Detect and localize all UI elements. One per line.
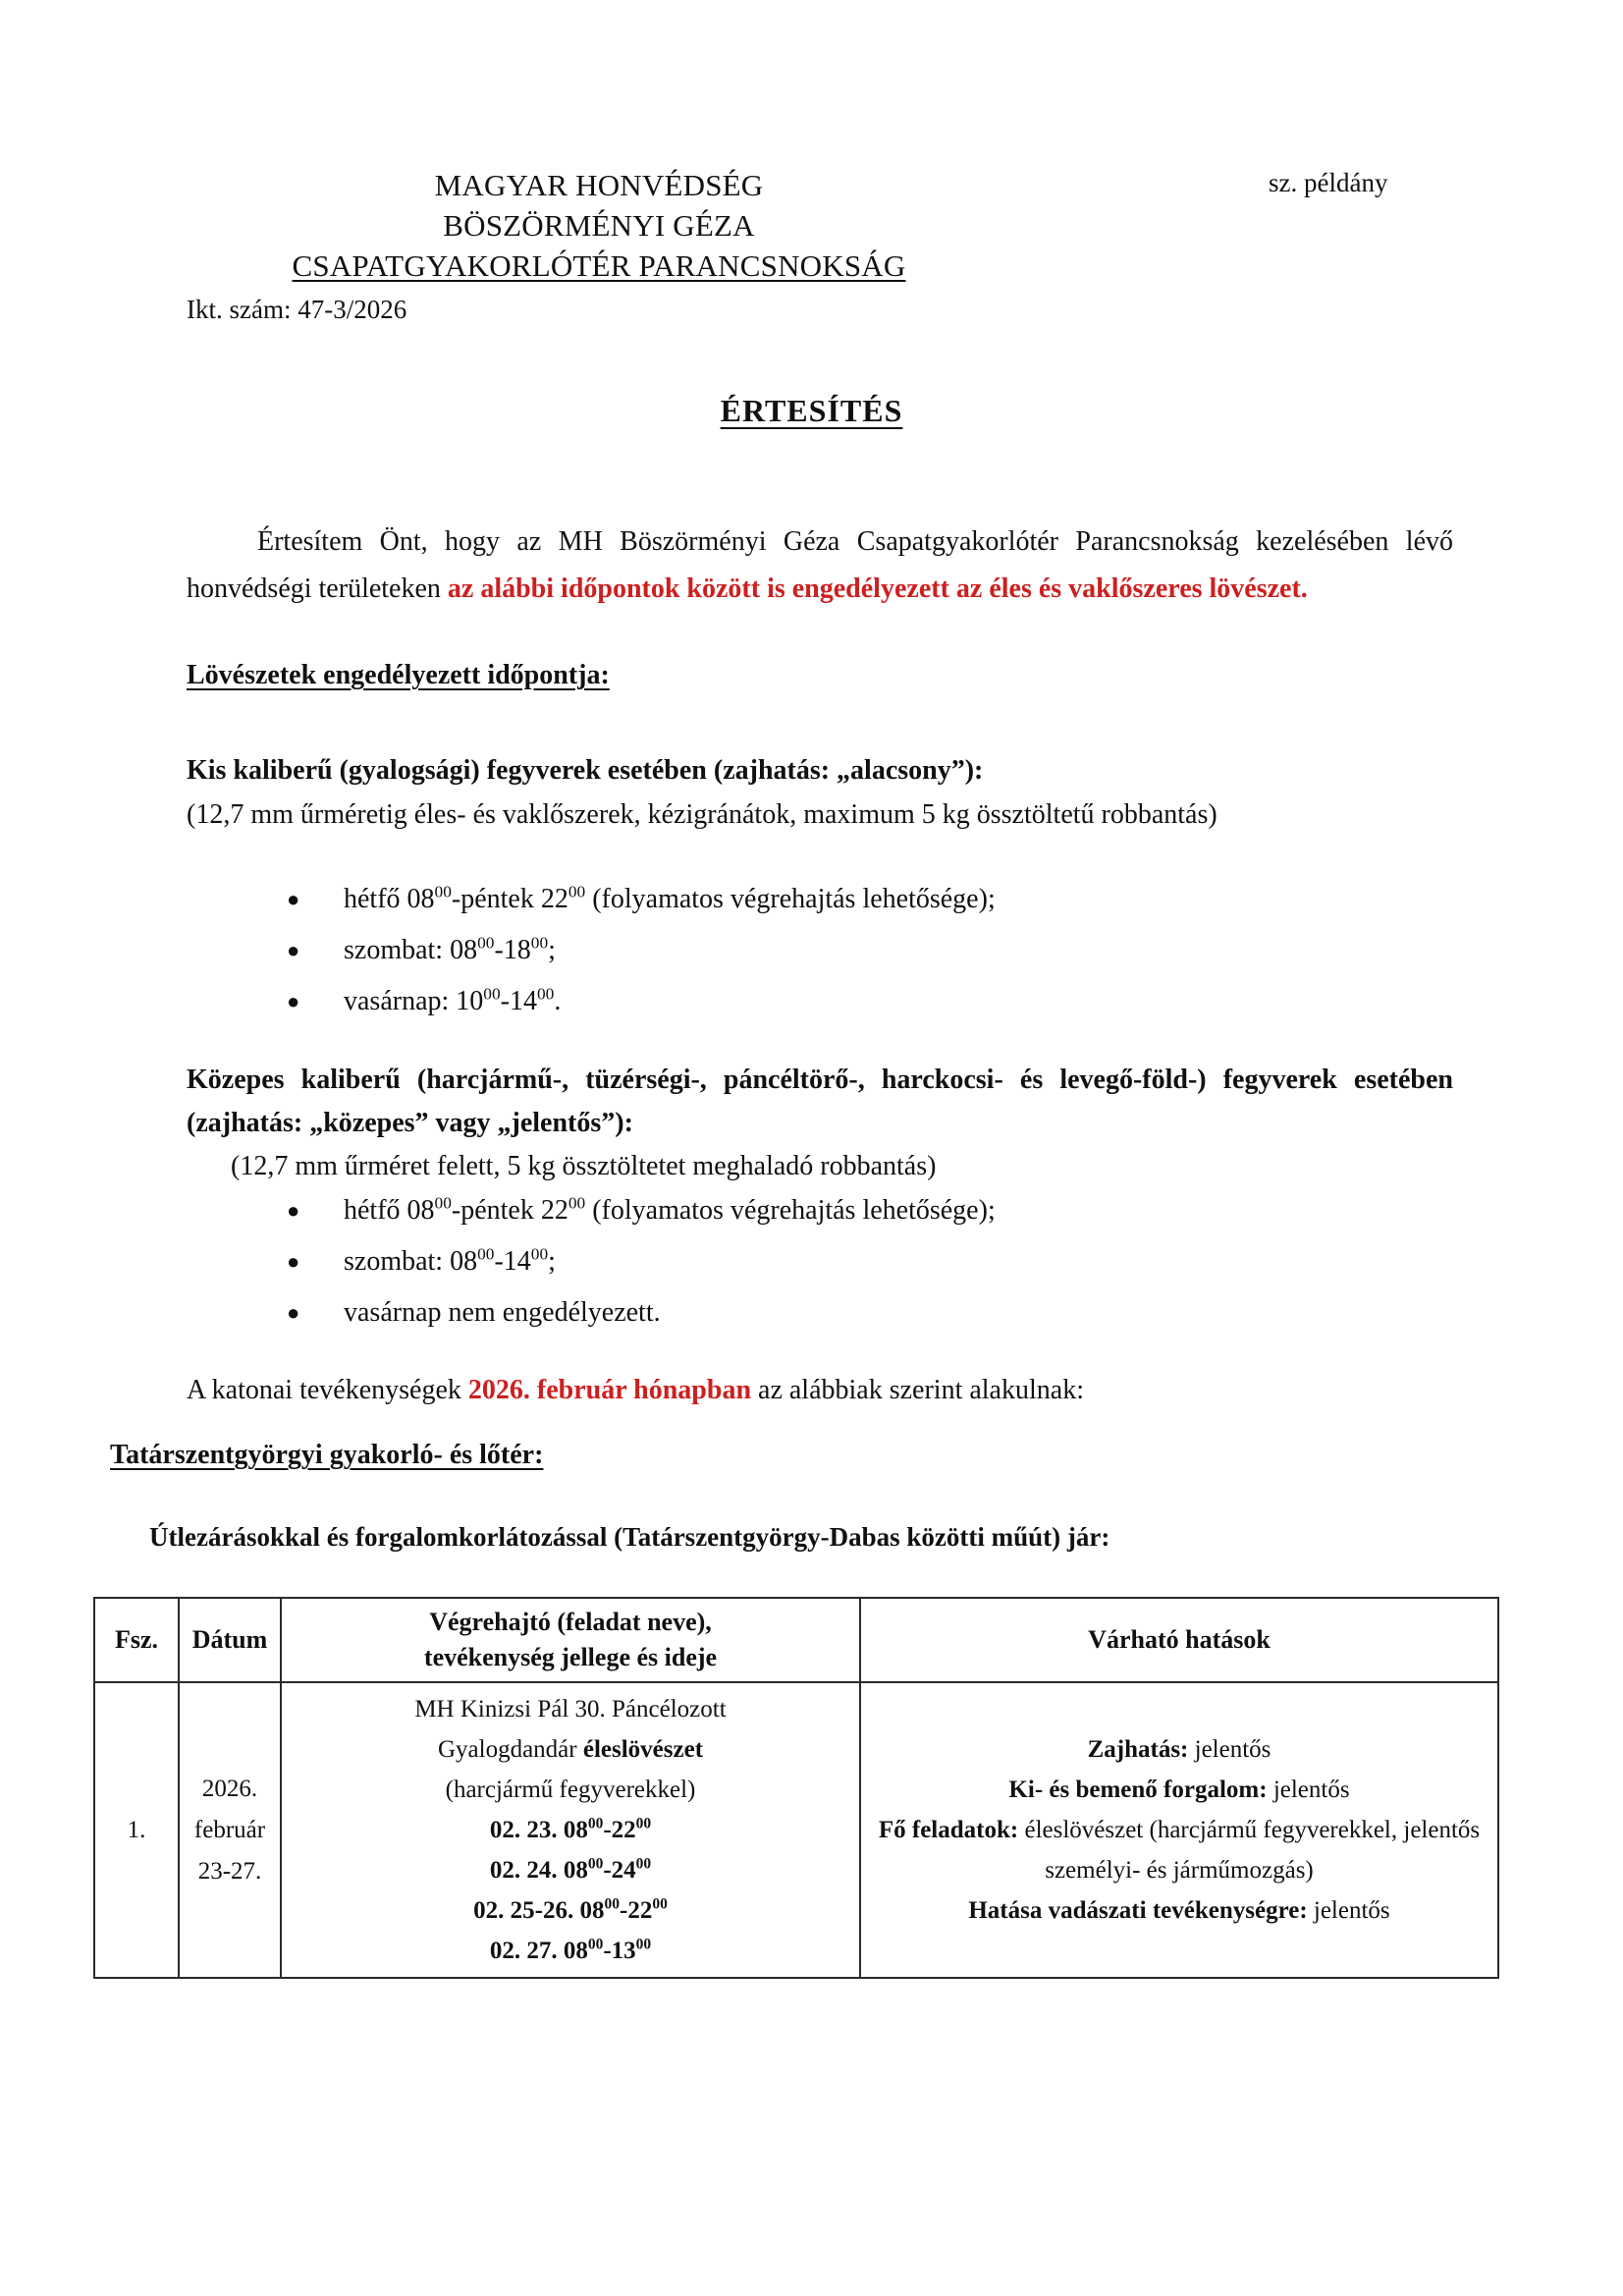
table-header-row <box>94 1598 1498 1682</box>
bullet-text-prefix: hétfő 08 <box>344 1195 435 1226</box>
cell-fsz: 1. <box>94 1682 179 1978</box>
bullet-text-suffix: ; <box>548 935 556 965</box>
effect-noise-value: jelentős <box>1188 1736 1271 1763</box>
org-line-3: CSAPATGYAKORLÓTÉR PARANCSNOKSÁG <box>292 248 906 283</box>
task-time-3-date: 02. 25-26. 08 <box>473 1897 605 1924</box>
bullet-sup-1: 00 <box>477 933 495 953</box>
bullet-sup-1: 00 <box>477 1244 495 1264</box>
bullet-text-mid: -péntek 22 <box>451 1195 568 1226</box>
medium-caliber-heading-text: Közepes kaliberű (harcjármű-, tüzérségi-, páncéltörő-, harckocsi- és levegő-föld-) fegyverek esetében (zajhatás: „közepes” vagy „jelentős”): <box>187 1065 1453 1138</box>
transition-highlight: 2026. február hónapban <box>467 1375 752 1405</box>
bullet-icon: ● <box>287 989 300 1013</box>
task-time-2-date: 02. 24. 08 <box>489 1857 588 1884</box>
bullet-icon: ● <box>287 887 300 911</box>
column-header-fsz: Fsz. <box>94 1598 179 1682</box>
medium-caliber-heading <box>187 1059 1453 1145</box>
task-time-4-sup2: 00 <box>635 1936 652 1953</box>
task-time-3-sup2: 00 <box>652 1895 668 1913</box>
intro-text-highlight: az alábbi időpontok között is engedélyezett az éles és vaklőszeres lövészet. <box>447 574 1308 604</box>
small-caliber-bullet-list <box>187 874 996 1027</box>
bullet-icon: ● <box>287 1249 300 1274</box>
task-time-1-sup2: 00 <box>635 1815 652 1832</box>
cell-date-line2: február <box>193 1816 266 1843</box>
page-title: ÉRTESÍTÉS <box>720 393 903 428</box>
bullet-text-mid: -18 <box>494 935 531 965</box>
column-header-task <box>281 1598 860 1682</box>
bullet-icon: ● <box>287 1300 300 1325</box>
task-line3: (harcjármű fegyverekkel) <box>445 1777 696 1803</box>
transition-after: az alábbiak szerint alakulnak: <box>751 1375 1084 1405</box>
task-time-4-date: 02. 27. 08 <box>489 1938 588 1964</box>
cell-effects <box>860 1682 1498 1978</box>
task-line2-bold: éleslövészet <box>582 1736 704 1763</box>
list-item <box>187 874 996 925</box>
effect-traffic-value: jelentős <box>1267 1777 1350 1803</box>
bullet-sup-1: 00 <box>483 984 501 1004</box>
cell-date-line3: 23-27. <box>197 1857 262 1885</box>
small-caliber-heading: Kis kaliberű (gyalogsági) fegyverek esetében (zajhatás: „alacsony”): <box>187 755 984 786</box>
transition-paragraph <box>187 1375 1453 1406</box>
task-line1: MH Kinizsi Pál 30. Páncélozott <box>414 1696 727 1722</box>
bullet-text-mid: -14 <box>500 986 537 1016</box>
effect-hunting-value: jelentős <box>1307 1897 1390 1924</box>
small-caliber-note: (12,7 mm űrméretig éles- és vaklőszerek, kézigránátok, maximum 5 kg össztöltetű robbantás) <box>187 799 1217 830</box>
task-time-4 <box>490 1938 651 1964</box>
bullet-sup-1: 00 <box>434 1193 452 1213</box>
bullet-icon: ● <box>287 1198 300 1223</box>
task-time-2 <box>490 1857 651 1884</box>
list-item <box>187 1287 996 1339</box>
list-item <box>187 1185 996 1236</box>
road-closure-note: Útlezárásokkal és forgalomkorlátozással (Tatárszentgyörgy-Dabas közötti műút) jár: <box>149 1522 1110 1552</box>
organization-block <box>187 165 1011 286</box>
cell-date-line1: 2026. <box>201 1775 258 1802</box>
bullet-text-prefix: vasárnap nem engedélyezett. <box>344 1297 661 1328</box>
bullet-text-prefix: szombat: 08 <box>344 935 478 965</box>
bullet-sup-2: 00 <box>568 882 586 902</box>
permitted-times-heading: Lövészetek engedélyezett időpontja: <box>187 660 610 690</box>
task-time-1-sup1: 00 <box>587 1815 604 1832</box>
column-header-task-line1: Végrehajtó (feladat neve), <box>429 1608 712 1636</box>
bullet-text-suffix: (folyamatos végrehajtás lehetősége); <box>585 1195 996 1226</box>
table-row <box>94 1682 1498 1978</box>
task-time-3-dash: -22 <box>620 1897 653 1924</box>
org-line-1: MAGYAR HONVÉDSÉG <box>434 168 764 202</box>
effect-main-value: éleslövészet (harcjármű fegyverekkel, jelentős személyi- és járműmozgás) <box>1018 1817 1481 1884</box>
range-heading: Tatárszentgyörgyi gyakorló- és lőtér: <box>110 1440 544 1470</box>
transition-before: A katonai tevékenységek <box>187 1375 468 1405</box>
column-header-task-line2: tevékenység jellege és ideje <box>423 1643 718 1671</box>
bullet-icon: ● <box>287 938 300 962</box>
bullet-text-prefix: vasárnap: 10 <box>344 986 484 1016</box>
bullet-text-mid: -péntek 22 <box>451 884 568 914</box>
cell-date <box>179 1682 281 1978</box>
effect-noise-label: Zajhatás: <box>1087 1736 1189 1763</box>
task-time-3-sup1: 00 <box>604 1895 620 1913</box>
cell-task <box>281 1682 860 1978</box>
bullet-sup-2: 00 <box>568 1193 586 1213</box>
org-line-2: BÖSZÖRMÉNYI GÉZA <box>443 208 755 243</box>
bullet-sup-1: 00 <box>434 882 452 902</box>
column-header-date: Dátum <box>179 1598 281 1682</box>
task-time-3 <box>473 1897 668 1924</box>
bullet-text-suffix: . <box>554 986 562 1016</box>
registry-number: Ikt. szám: 47-3/2026 <box>187 295 407 324</box>
task-time-1-date: 02. 23. 08 <box>489 1817 588 1843</box>
schedule-table <box>93 1597 1499 1979</box>
effect-traffic-label: Ki- és bemenő forgalom: <box>1008 1777 1268 1803</box>
bullet-text-prefix: hétfő 08 <box>344 884 435 914</box>
bullet-sup-2: 00 <box>530 933 549 953</box>
task-time-2-dash: -24 <box>603 1857 636 1884</box>
bullet-text-prefix: szombat: 08 <box>344 1246 478 1277</box>
bullet-sup-2: 00 <box>536 984 555 1004</box>
medium-caliber-note: (12,7 mm űrméret felett, 5 kg össztöltetet meghaladó robbantás) <box>231 1151 937 1181</box>
letterhead <box>0 165 1623 293</box>
medium-caliber-bullet-list <box>187 1185 996 1339</box>
effect-hunting-label: Hatása vadászati tevékenységre: <box>968 1897 1308 1924</box>
task-time-2-sup2: 00 <box>635 1855 652 1873</box>
bullet-text-suffix: ; <box>548 1246 556 1277</box>
task-time-1 <box>490 1817 651 1843</box>
task-time-1-dash: -22 <box>603 1817 636 1843</box>
task-time-4-sup1: 00 <box>587 1936 604 1953</box>
bullet-sup-2: 00 <box>530 1244 549 1264</box>
task-line2-normal: Gyalogdandár <box>437 1736 583 1763</box>
effect-main-label: Fő feladatok: <box>878 1817 1019 1843</box>
copy-number-label: sz. példány <box>1269 168 1388 197</box>
list-item <box>187 1236 996 1287</box>
bullet-text-suffix: (folyamatos végrehajtás lehetősége); <box>585 884 996 914</box>
intro-text-plain: Értesítem Önt, hogy az MH Böszörményi Géza Csapatgyakorlótér Parancsnokság kezelésében lévő honvédségi területeken <box>187 526 1453 604</box>
list-item <box>187 925 996 976</box>
list-item <box>187 976 996 1027</box>
task-time-2-sup1: 00 <box>587 1855 604 1873</box>
column-header-effects: Várható hatások <box>860 1598 1498 1682</box>
intro-paragraph <box>187 519 1453 613</box>
bullet-text-mid: -14 <box>494 1246 531 1277</box>
task-time-4-dash: -13 <box>603 1938 636 1964</box>
